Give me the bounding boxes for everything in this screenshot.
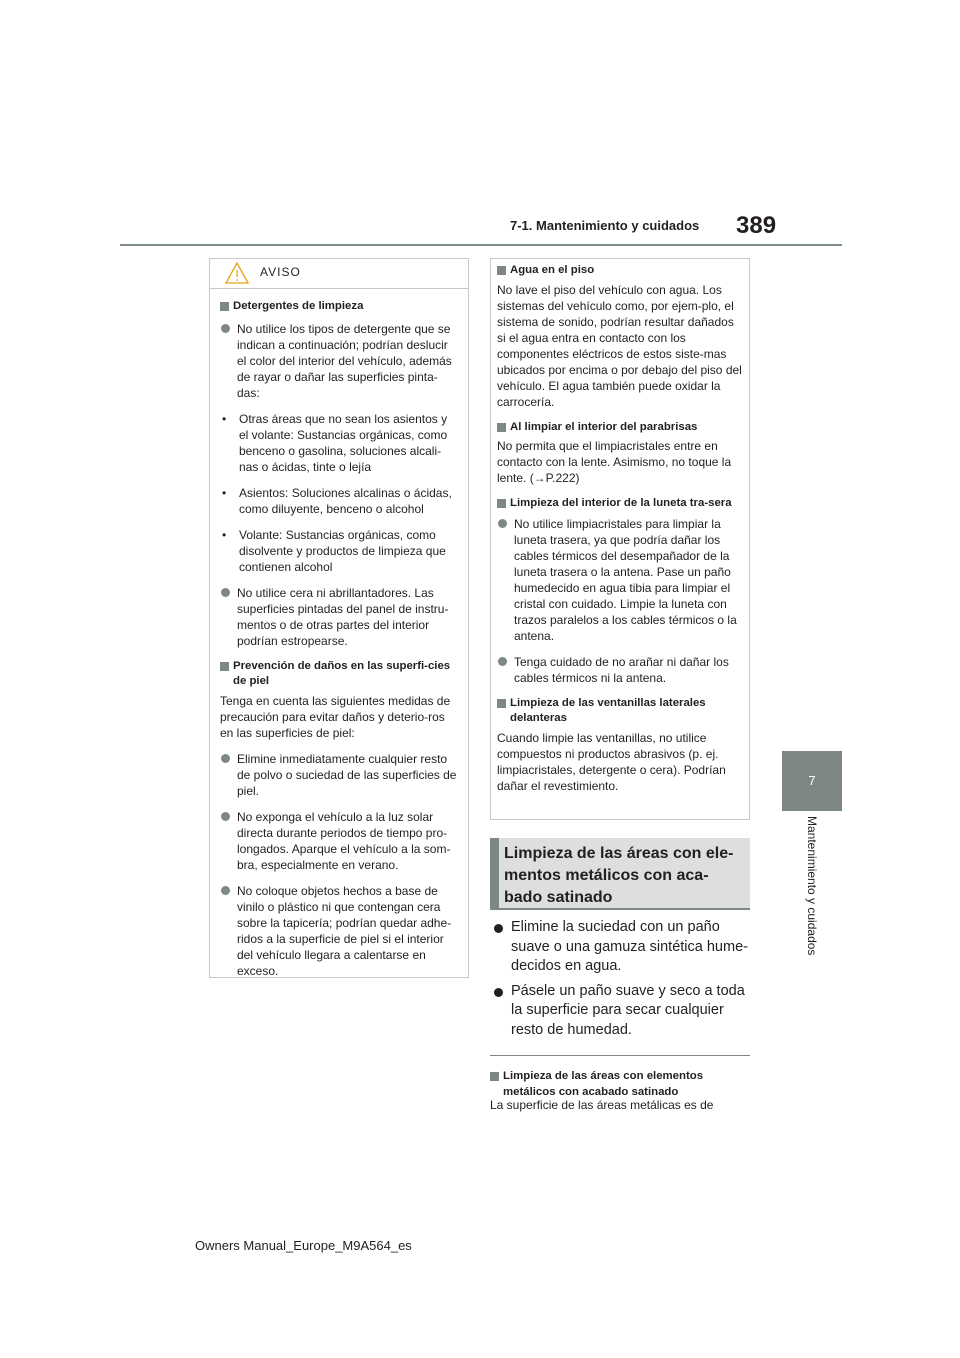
leather-item: Elimine inmediatamente cualquier resto de polvo o suciedad de las superficies de piel. [220, 751, 458, 799]
info-box [490, 258, 750, 820]
satin-text: La superficie de las áreas metálicas es de [490, 1098, 714, 1112]
satin-heading: Limpieza de las áreas con elementos metálicos con acabado satinado [490, 1069, 752, 1100]
warning-box [209, 258, 469, 978]
side-windows-heading: Limpieza de las ventanillas laterales delanteras [497, 696, 743, 727]
water-text: No lave el piso del vehículo con agua. Los sistemas del vehículo como, por ejem-plo, el sistema de sonido, podrían resultar dañados si el agua entra en contacto con los componentes eléctricos de estos siste-mas ubicados por encima o por debajo del piso del vehículo. El agua también puede oxidar la carrocería. [497, 282, 742, 409]
warning-header [210, 259, 468, 289]
leather-intro: Tenga en cuenta las siguientes medidas de precaución para evitar daños y deterio-ros en las superficies de piel: [220, 693, 451, 740]
rear-window-item: Tenga cuidado de no arañar ni dañar los cables térmicos ni la antena. [497, 654, 743, 686]
steps-list [493, 918, 751, 1045]
title-accent-bar [490, 838, 499, 910]
section-title: Limpieza de las áreas con ele-mentos metálicos con aca-bado satinado [504, 845, 734, 906]
warning-title: AVISO [260, 265, 301, 279]
section-header: 7-1. Mantenimiento y cuidados [510, 218, 700, 233]
chapter-tab[interactable]: 7 [782, 751, 842, 811]
section-title-block [490, 838, 750, 910]
detergent-subitem: • Otras áreas que no sean los asientos y el volante: Sustancias orgánicas, como benceno o gasolina, soluciones alcali-nas o ácidas, tinte o lejía [220, 411, 458, 475]
detergent-subitem: • Volante: Sustancias orgánicas, como disolvente y productos de limpieza que contienen alcohol [220, 527, 458, 575]
windshield-heading: Al limpiar el interior del parabrisas [497, 420, 743, 436]
side-windows-text: Cuando limpie las ventanillas, no utilice compuestos ni productos abrasivos (p. ej. limpiacristales, detergente o cera). Podrían dañar el revestimiento. [497, 730, 726, 793]
bottom-divider [490, 1055, 750, 1056]
detergent-subitem: • Asientos: Soluciones alcalinas o ácidas, como diluyente, benceno o alcohol [220, 485, 458, 517]
leather-item: No coloque objetos hechos a base de vinilo o plástico ni que contengan cera sobre la tapicería; podrían quedar adhe-ridos a la superficie de piel si el interior del vehículo llegara a calentarse en exceso. [220, 883, 458, 979]
windshield-text: No permita que el limpiacristales entre en contacto con la lente. Asimismo, no toque la lente. (→P.222) [497, 439, 732, 485]
footer-doc-id: Owners Manual_Europe_M9A564_es [195, 1238, 412, 1253]
warning-triangle-icon [224, 261, 250, 285]
chapter-label: Mantenimiento y cuidados [805, 816, 819, 956]
header-divider [120, 244, 842, 246]
page-number: 389 [736, 212, 777, 239]
leather-heading: Prevención de daños en las superfi-cies de piel [220, 659, 458, 690]
rear-window-item: No utilice limpiacristales para limpiar la luneta trasera, ya que podría dañar los cables térmicos del desempañador de la luneta trasera o la antena. Pase un paño humedecido en agua tibia para limpiar el cristal con cuidado. Limpie la luneta con trazos paralelos a los cables térmicos o la antena. [497, 516, 743, 644]
detergents-heading: Detergentes de limpieza [220, 299, 458, 315]
water-heading: Agua en el piso [497, 263, 743, 279]
leather-item: No exponga el vehículo a la luz solar directa durante periodos de tiempo pro-longados. Aparque el vehículo a la som-bra, especialmente en verano. [220, 809, 458, 873]
wax-warning: No utilice cera ni abrillantadores. Las superficies pintadas del panel de instru-mentos o de otras partes del interior podrían estropearse. [220, 585, 458, 649]
rear-window-heading: Limpieza del interior de la luneta tra-sera [497, 496, 743, 512]
step-item: Pásele un paño suave y seco a toda la superficie para secar cualquier resto de humedad. [493, 982, 751, 1041]
step-item: Elimine la suciedad con un paño suave o una gamuza sintética hume-decidos en agua. [493, 918, 751, 977]
detergents-intro: No utilice los tipos de detergente que se indican a continuación; podrían deslucir el color del interior del vehículo, además de rayar o dañar las superficies pinta-das: [220, 321, 458, 401]
